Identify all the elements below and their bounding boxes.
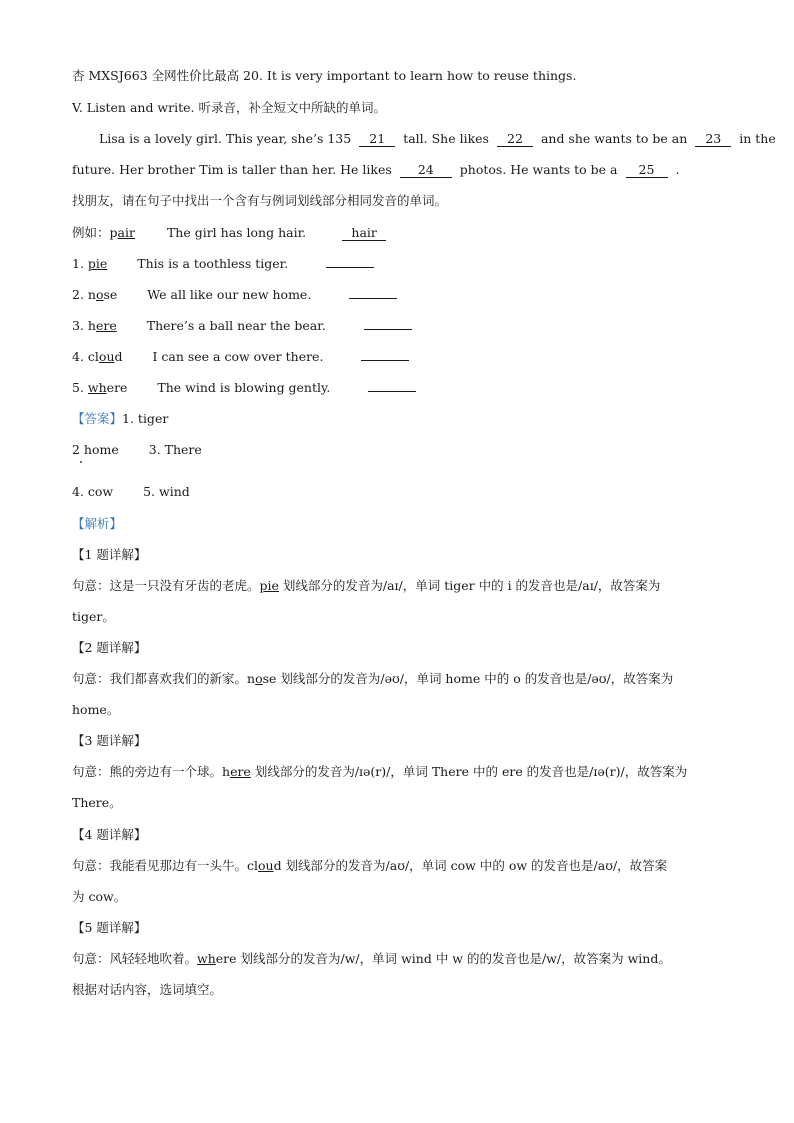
passage-text: photos. He wants to be a (459, 162, 618, 177)
passage-text: and she wants to be an (540, 131, 688, 146)
answer-2: 2 home (72, 442, 119, 457)
detail-5-text: 句意：风轻轻地吹着。where 划线部分的发音为/w/，单词 wind 中 w 的的发音也是/w/，故答案为 wind。 (72, 951, 671, 966)
detail-4-cont: 为 cow。 (72, 889, 127, 904)
detail-1-text: 句意：这是一只没有牙齿的老虎。pie 划线部分的发音为/aɪ/，单词 tiger 中的 i 的发音也是/aɪ/，故答案为 (72, 578, 661, 593)
item-word: where (87, 380, 128, 395)
passage-text: in the (739, 131, 776, 146)
item-sentence: The wind is blowing gently. (157, 380, 331, 395)
closing-line: 根据对话内容，选词填空。 (72, 982, 223, 997)
item-5: 5. where The wind is blowing gently. (72, 379, 416, 397)
blank-24[interactable]: 24 (400, 163, 452, 178)
passage-text: future. Her brother Tim is taller than her. He likes (72, 162, 392, 177)
detail-1-cont: tiger。 (72, 609, 115, 624)
item-3: 3. here There’s a ball near the bear. (72, 317, 412, 335)
example-sentence: The girl has long hair. (166, 225, 307, 240)
item-1: 1. pie This is a toothless tiger. (72, 255, 374, 273)
blank-23[interactable]: 23 (695, 132, 731, 147)
section-heading: V. Listen and write. 听录音，补全短文中所缺的单词。 (72, 100, 386, 115)
detail-3-text: 句意：熊的旁边有一个球。here 划线部分的发音为/ɪə(r)/，单词 There 中的 ere 的发音也是/ɪə(r)/，故答案为 (72, 764, 688, 779)
detail-2-text: 句意：我们都喜欢我们的新家。nose 划线部分的发音为/əʊ/，单词 home 中的 o 的发音也是/əʊ/，故答案为 (72, 671, 674, 686)
answer-tag: 【答案】 (72, 411, 123, 426)
item-word: cloud (87, 349, 123, 364)
item-4-blank[interactable] (361, 360, 409, 361)
example-answer: hair (342, 226, 386, 241)
detail-4-title: 【4 题详解】 (72, 827, 147, 842)
item-word: here (87, 318, 117, 333)
detail-4-text: 句意：我能看见那边有一头牛。cloud 划线部分的发音为/aʊ/，单词 cow 中的 ow 的发音也是/aʊ/，故答案 (72, 858, 668, 873)
answer-5: 5. wind (143, 484, 190, 499)
stray-dot (80, 461, 82, 463)
item-sentence: This is a toothless tiger. (137, 256, 289, 271)
item-3-blank[interactable] (364, 329, 412, 330)
answer-line-3 (72, 483, 190, 501)
detail-1-title: 【1 题详解】 (72, 547, 147, 562)
passage-line-1 (99, 130, 776, 148)
answer-1: 1. tiger (122, 411, 169, 426)
answer-4: 4. cow (72, 484, 114, 499)
detail-2-cont: home。 (72, 702, 120, 717)
item-2-blank[interactable] (349, 298, 397, 299)
passage-text: Lisa is a lovely girl. This year, she’s 135 (99, 131, 352, 146)
detail-2-title: 【2 题详解】 (72, 640, 147, 655)
item-sentence: There’s a ball near the bear. (146, 318, 326, 333)
blank-22[interactable]: 22 (497, 132, 533, 147)
analysis-tag: 【解析】 (72, 516, 123, 531)
item-word: pie (87, 256, 108, 271)
item-5-blank[interactable] (368, 391, 416, 392)
blank-25[interactable]: 25 (626, 163, 668, 178)
item-sentence: We all like our new home. (147, 287, 312, 302)
example-word: pair (109, 225, 135, 240)
example-label: 例如： (72, 225, 110, 240)
detail-3-title: 【3 题详解】 (72, 733, 147, 748)
passage-text: tall. She likes (403, 131, 489, 146)
item-1-blank[interactable] (326, 267, 374, 268)
task-title: 找朋友，请在句子中找出一个含有与例词划线部分相同发音的单词。 (72, 193, 448, 208)
item-4: 4. cloud I can see a cow over there. (72, 348, 409, 366)
answer-3: 3. There (148, 442, 202, 457)
blank-21[interactable]: 21 (359, 132, 395, 147)
passage-text: . (675, 162, 680, 177)
answer-line-1 (72, 410, 168, 428)
header-line: 杏 MXSJ663 全网性价比最高 20. It is very important to learn how to reuse things. (72, 68, 577, 83)
item-word: nose (87, 287, 118, 302)
passage-line-2 (72, 161, 679, 179)
example-line (72, 224, 386, 242)
item-2: 2. nose We all like our new home. (72, 286, 397, 304)
item-sentence: I can see a cow over there. (152, 349, 324, 364)
answer-line-2 (72, 441, 202, 459)
detail-3-cont: There。 (72, 795, 122, 810)
detail-5-title: 【5 题详解】 (72, 920, 147, 935)
